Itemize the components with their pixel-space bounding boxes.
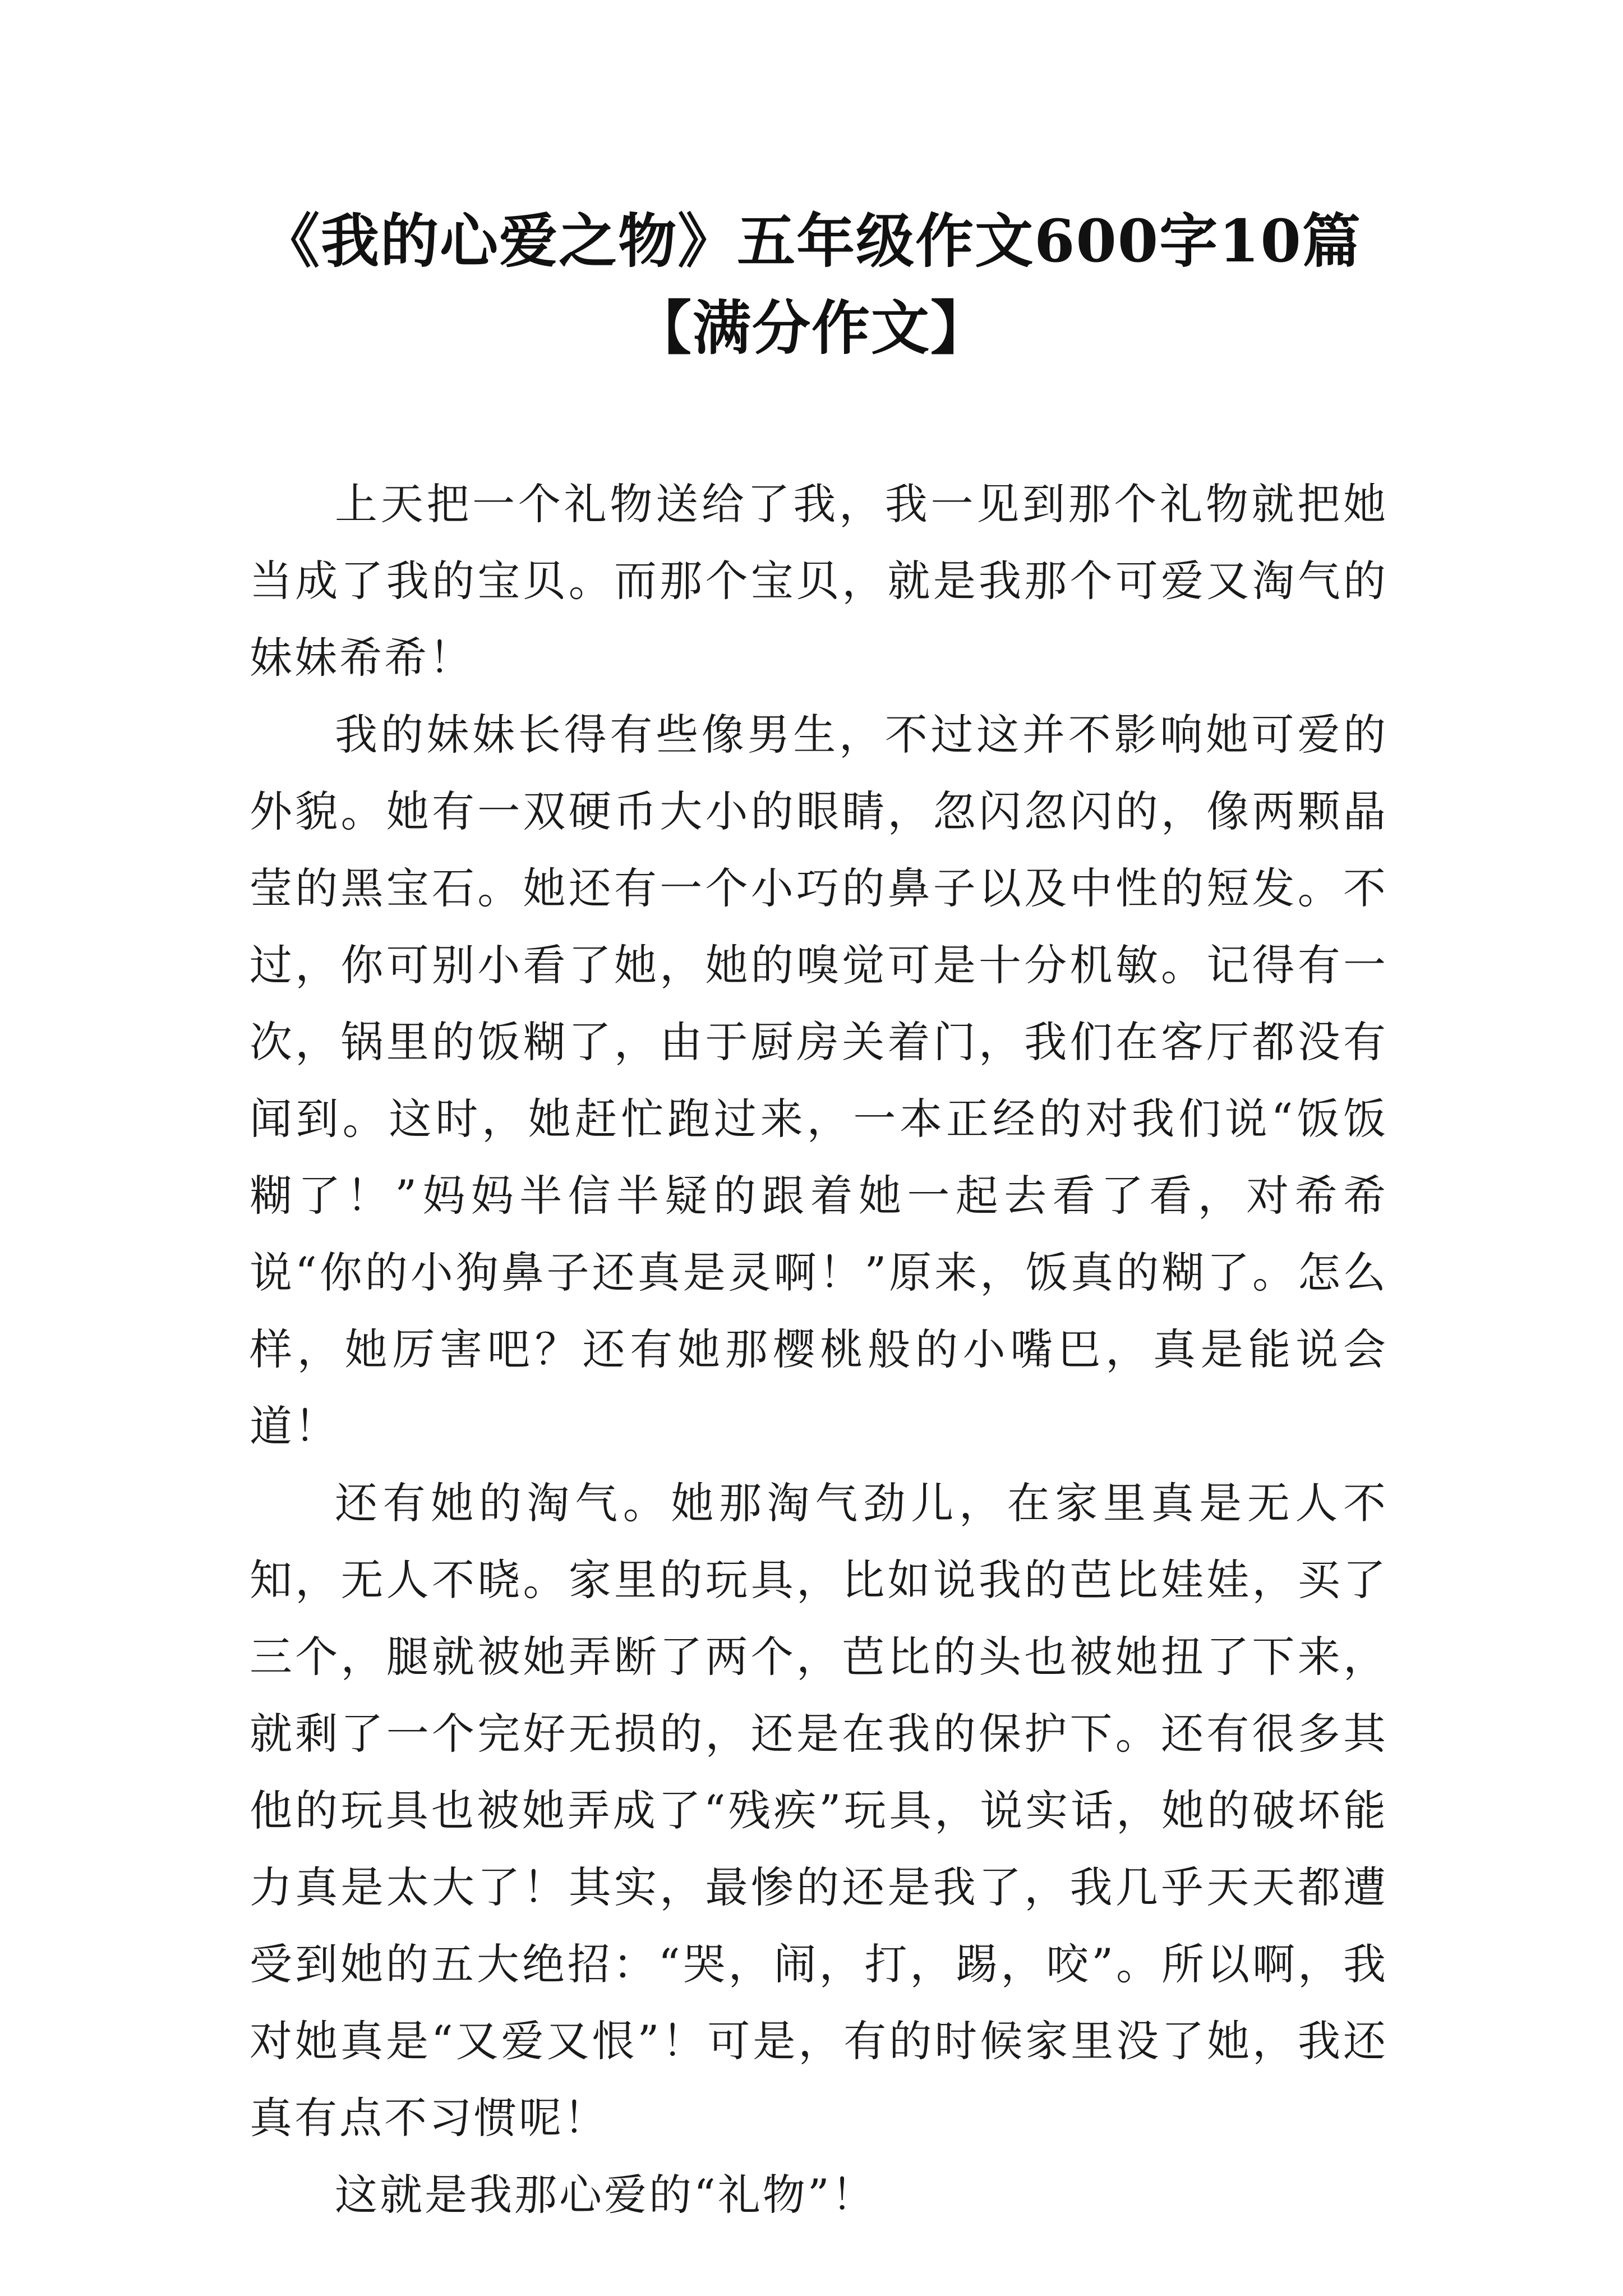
paragraph-4: 这就是我那心爱的“礼物”！ xyxy=(335,2170,877,2220)
document-body xyxy=(250,466,1388,2233)
document-title-line-2: 【满分作文】 xyxy=(633,293,990,362)
document-title-line-1: 《我的心爱之物》五年级作文600字10篇 xyxy=(261,206,1362,275)
paragraph-3: 还有她的淘气。她那淘气劲儿，在家里真是无人不知，无人不晓。家里的玩具，比如说我的芭比娃娃，买了三个，腿就被她弄断了两个，芭比的头也被她扭了下来，就剩了一个完好无损的，还是在我的保护下。还有很多其他的玩具也被她弄成了“残疾”玩具，说实话，她的破坏能力真是太大了！其实，最惨的还是我了，我几乎天天都遭受到她的五大绝招：“哭，闹，打，踢，咬”。所以啊，我对她真是“又爱又恨”！可是，有的时候家里没了她，我还真有点不习惯呢！ xyxy=(250,1478,1388,2143)
paragraph-1: 上天把一个礼物送给了我，我一见到那个礼物就把她当成了我的宝贝。而那个宝贝，就是我那个可爱又淘气的妹妹希希！ xyxy=(250,479,1388,683)
paragraph-2: 我的妹妹长得有些像男生，不过这并不影响她可爱的外貌。她有一双硬币大小的眼睛，忽闪忽闪的，像两颗晶莹的黑宝石。她还有一个小巧的鼻子以及中性的短发。不过，你可别小看了她，她的嗅觉可是十分机敏。记得有一次，锅里的饭糊了，由于厨房关着门，我们在客厅都没有闻到。这时，她赶忙跑过来，一本正经的对我们说“饭饭糊了！”妈妈半信半疑的跟着她一起去看了看，对希希说“你的小狗鼻子还真是灵啊！”原来，饭真的糊了。怎么样，她厉害吧？还有她那樱桃般的小嘴巴，真是能说会道！ xyxy=(250,710,1388,1451)
